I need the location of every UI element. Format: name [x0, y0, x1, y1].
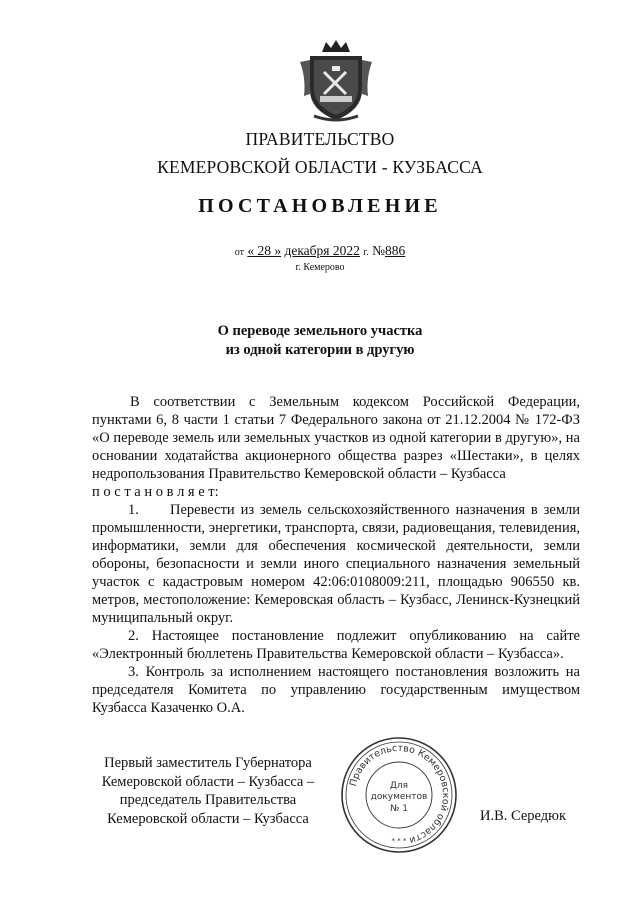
city-label: г. Кемерово: [295, 262, 345, 273]
subject-line1: О переводе земельного участка: [217, 323, 423, 339]
signatory-title-line4: Кемеровской области – Кузбасса: [107, 810, 309, 827]
document-number: 886: [385, 243, 406, 258]
date-number-line: [0, 243, 640, 259]
document-type-title: ПОСТАНОВЛЕНИЕ: [198, 195, 442, 217]
signatory-title-line2: Кемеровской области – Кузбасса –: [101, 773, 315, 790]
document-subject: [0, 322, 640, 360]
seal-center-line2: документов: [370, 792, 428, 802]
date-year-abbr: г.: [363, 247, 369, 258]
date-from-label: от: [234, 247, 244, 258]
government-name-line2: КЕМЕРОВСКОЙ ОБЛАСТИ - КУЗБАССА: [157, 157, 483, 177]
signatory-name: И.В. Середюк: [480, 808, 567, 824]
coat-of-arms-icon: [296, 38, 376, 122]
signatory-title-line1: Первый заместитель Губернатора: [104, 755, 312, 771]
subject-line2: из одной категории в другую: [225, 342, 415, 358]
seal-stars: * * *: [391, 837, 407, 845]
seal-center-line1: Для: [389, 781, 409, 791]
item-1-number: 1.: [128, 502, 139, 518]
seal-ring-text: Правительство Кемеровской области: [347, 742, 452, 846]
seal-center-line3: № 1: [390, 804, 408, 814]
item-1-paragraph: [92, 501, 580, 627]
item-2-paragraph: 2. Настоящее постановление подлежит опубликованию на сайте «Электронный бюллетень Правительства Кемеровской области – Кузбасса».: [92, 628, 580, 662]
date-day: « 28 »: [247, 243, 282, 258]
signatory-title-line3: председатель Правительства: [119, 792, 297, 808]
number-sign: №: [372, 243, 386, 258]
preamble-paragraph: В соответствии с Земельным кодексом Российской Федерации, пунктами 6, 8 части 1 статьи 7 Федерального закона от 21.12.2004 № 172-ФЗ «О переводе земель или земельных участков из одной категории в другую», на основании ходатайства акционерного общества разрез «Шестаки», в целях недропользования Правительство Кемеровской области – Кузбасса: [92, 394, 580, 482]
official-seal-stamp: [338, 734, 460, 856]
signatory-title: [78, 754, 338, 828]
document-body: [92, 393, 580, 717]
resolves-word: п о с т а н о в л я е т:: [92, 484, 219, 500]
item-1-text: Перевести из земель сельскохозяйственного назначения в земли промышленности, энергетики, транспорта, связи, радиовещания, телевидения, информатики, земли для обеспечения космической деятельности, земли обороны, безопасности и земли иного специального назначения земельный участок с кадастровым номером 42:06:0108009:211, площадью 906550 кв. метров, местоположение: Кемеровская область – Кузбасс, Ленинск-Кузнецкий муниципальный округ.: [92, 502, 580, 626]
item-3-paragraph: 3. Контроль за исполнением настоящего постановления возложить на председателя Комитета по управлению государственным имуществом Кузбасса Казаченко О.А.: [92, 664, 580, 716]
date-month-year: декабря 2022: [284, 243, 360, 258]
government-name-line1: ПРАВИТЕЛЬСТВО: [245, 129, 395, 149]
